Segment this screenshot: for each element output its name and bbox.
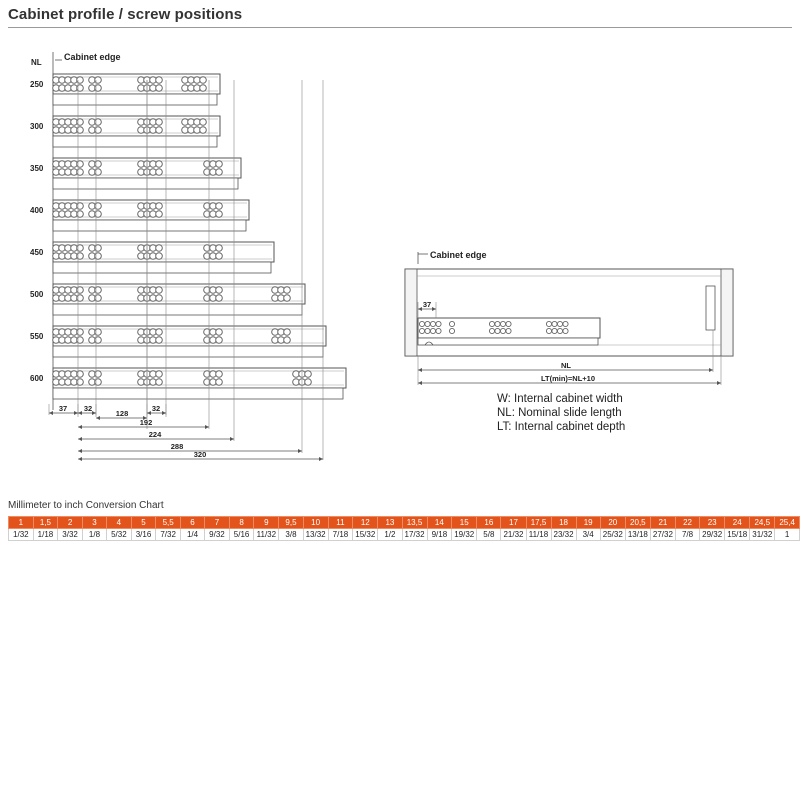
screw-hole [156, 119, 163, 126]
mm-cell: 22 [675, 517, 699, 529]
screw-hole [95, 287, 102, 294]
mm-cell: 15 [452, 517, 477, 529]
screw-hole [77, 119, 84, 126]
mm-cell: 1,5 [33, 517, 58, 529]
inch-cell: 15/18 [725, 529, 750, 541]
dimension-line [78, 442, 302, 453]
screw-hole [506, 321, 511, 326]
mm-cell: 24,5 [750, 517, 775, 529]
dimension-label: 192 [139, 418, 153, 427]
dimension-arrow [418, 381, 422, 385]
screw-hole [95, 161, 102, 168]
screw-hole [506, 328, 511, 333]
screw-hole [284, 295, 291, 302]
screw-hole [95, 211, 102, 218]
mm-cell: 21 [650, 517, 675, 529]
nl-value: 300 [30, 122, 44, 131]
screw-hole [95, 85, 102, 92]
inch-cell: 1/32 [9, 529, 34, 541]
rear-bracket [706, 286, 715, 330]
legend-line: LT: Internal cabinet depth [497, 421, 626, 433]
inch-cell: 7/8 [675, 529, 699, 541]
screw-hole [156, 127, 163, 134]
screw-hole [156, 371, 163, 378]
screw-hole [156, 169, 163, 176]
screw-hole [500, 328, 505, 333]
mm-cell: 9,5 [279, 517, 303, 529]
cabinet-front-panel [405, 269, 417, 356]
screw-hole [216, 295, 223, 302]
screw-hole [563, 321, 568, 326]
screw-hole [489, 321, 494, 326]
screw-hole [216, 379, 223, 386]
inch-cell: 1 [775, 529, 800, 541]
screw-hole [500, 321, 505, 326]
screw-hole [305, 379, 312, 386]
dimension-line [418, 374, 721, 385]
slide-row [30, 368, 346, 399]
slide-profile-stack [30, 52, 346, 461]
inch-cell: 3/16 [131, 529, 156, 541]
mm-cell: 25,4 [775, 517, 800, 529]
nl-value: 450 [30, 248, 44, 257]
screw-hole [557, 328, 562, 333]
mm-cell: 11 [328, 517, 353, 529]
dimension-arrow [230, 437, 234, 441]
screw-hole [156, 161, 163, 168]
page-title: Cabinet profile / screw positions [8, 6, 243, 23]
inch-cell: 25/32 [600, 529, 625, 541]
inch-cell: 19/32 [452, 529, 477, 541]
screw-hole [546, 321, 551, 326]
dimension-arrow [418, 368, 422, 372]
inch-cell: 5/8 [477, 529, 501, 541]
screw-hole [425, 328, 430, 333]
dimension-arrow [78, 411, 82, 415]
dimension-arrow [49, 411, 53, 415]
screw-hole [77, 245, 84, 252]
dimension-arrow [92, 411, 96, 415]
screw-hole [216, 253, 223, 260]
inch-cell: 9/32 [205, 529, 230, 541]
legend-line: W: Internal cabinet width [497, 393, 623, 405]
screw-hole [200, 127, 207, 134]
inch-cell: 11/32 [254, 529, 279, 541]
mm-cell: 18 [551, 517, 576, 529]
dimension-label: 128 [115, 409, 129, 418]
nl-value: 250 [30, 80, 44, 89]
screw-hole [419, 321, 424, 326]
mm-cell: 1 [9, 517, 34, 529]
screw-hole [77, 295, 84, 302]
screw-hole [156, 379, 163, 386]
screw-hole [489, 328, 494, 333]
screw-hole [200, 85, 207, 92]
screw-hole [216, 287, 223, 294]
millimeter-row [9, 517, 800, 529]
screw-hole [495, 328, 500, 333]
mm-cell: 4 [107, 517, 132, 529]
cabinet-edge-label-right: Cabinet edge [430, 250, 487, 260]
slide-row [30, 242, 274, 273]
legend-line: NL: Nominal slide length [497, 407, 622, 419]
dimension-label: 320 [193, 450, 207, 459]
dimension-label: 288 [170, 442, 184, 451]
mm-cell: 24 [725, 517, 750, 529]
inch-cell: 7/18 [328, 529, 353, 541]
dimension-arrow [147, 411, 151, 415]
inch-cell: 17/32 [402, 529, 427, 541]
cabinet-edge-label: Cabinet edge [64, 52, 121, 62]
screw-hole [216, 337, 223, 344]
slide-row [30, 326, 326, 357]
screw-hole [546, 328, 551, 333]
dimension-arrow [78, 457, 82, 461]
dimension-arrow [96, 416, 100, 420]
dimension-label: 37 [422, 300, 432, 309]
screw-hole [430, 328, 435, 333]
dimension-arrow [717, 381, 721, 385]
screw-hole [77, 379, 84, 386]
screw-hole [305, 371, 312, 378]
mm-cell: 23 [700, 517, 725, 529]
screw-hole [156, 295, 163, 302]
nl-value: 350 [30, 164, 44, 173]
inch-cell: 3/4 [576, 529, 600, 541]
mm-cell: 5,5 [156, 517, 181, 529]
screw-hole [200, 77, 207, 84]
slide-rail-lower [53, 94, 217, 105]
screw-hole [449, 328, 454, 333]
cabinet-side-view [405, 250, 733, 433]
slide-row [30, 74, 220, 105]
mm-cell: 20,5 [625, 517, 650, 529]
side-slide-rail-lower [418, 338, 598, 345]
nl-column-header: NL [31, 58, 42, 67]
inch-cell: 1/2 [378, 529, 402, 541]
nl-value: 600 [30, 374, 44, 383]
screw-hole [77, 287, 84, 294]
screw-hole [156, 203, 163, 210]
slide-row [30, 284, 305, 315]
slide-rail-lower [53, 262, 271, 273]
screw-hole [552, 321, 557, 326]
mm-cell: 10 [303, 517, 328, 529]
inch-cell: 31/32 [750, 529, 775, 541]
conversion-chart-caption: Millimeter to inch Conversion Chart [8, 500, 164, 511]
inch-cell: 1/18 [33, 529, 58, 541]
screw-hole [77, 337, 84, 344]
screw-hole [156, 77, 163, 84]
screw-hole [95, 379, 102, 386]
screw-hole [77, 371, 84, 378]
dimension-label: LT(min)=NL+10 [540, 374, 596, 383]
mm-cell: 13 [378, 517, 402, 529]
inch-cell: 3/8 [279, 529, 303, 541]
slide-row [30, 116, 220, 147]
inch-cell: 7/32 [156, 529, 181, 541]
slide-rail-lower [53, 136, 217, 147]
screw-hole [77, 203, 84, 210]
inch-cell: 27/32 [650, 529, 675, 541]
inch-cell: 5/32 [107, 529, 132, 541]
inch-cell: 3/32 [58, 529, 83, 541]
screw-hole [77, 77, 84, 84]
inch-cell: 1/8 [82, 529, 106, 541]
slide-rail-lower [53, 220, 246, 231]
slide-rail-lower [53, 178, 238, 189]
screw-hole [95, 77, 102, 84]
nl-value: 550 [30, 332, 44, 341]
screw-hole [95, 119, 102, 126]
screw-hole [284, 337, 291, 344]
dimension-line [418, 361, 713, 372]
slide-rail-lower [53, 346, 323, 357]
dimension-arrow [78, 449, 82, 453]
screw-hole [216, 371, 223, 378]
mm-cell: 5 [131, 517, 156, 529]
dimension-arrow [205, 425, 209, 429]
mm-cell: 17 [501, 517, 526, 529]
slide-row [30, 200, 249, 231]
screw-hole [552, 328, 557, 333]
mm-cell: 7 [205, 517, 230, 529]
screw-hole [156, 85, 163, 92]
screw-hole [557, 321, 562, 326]
screw-hole [156, 337, 163, 344]
mm-cell: 14 [427, 517, 452, 529]
screw-hole [216, 203, 223, 210]
screw-hole [95, 203, 102, 210]
inch-cell: 13/18 [625, 529, 650, 541]
mm-cell: 20 [600, 517, 625, 529]
screw-hole [436, 328, 441, 333]
screw-hole [77, 211, 84, 218]
screw-hole [430, 321, 435, 326]
screw-hole [95, 337, 102, 344]
screw-hole [156, 329, 163, 336]
inch-cell: 13/32 [303, 529, 328, 541]
mm-cell: 17,5 [526, 517, 551, 529]
mm-inch-conversion-table [8, 516, 800, 541]
screw-hole [77, 169, 84, 176]
dimension-label: 32 [151, 404, 161, 413]
mm-cell: 9 [254, 517, 279, 529]
dimension-line [78, 430, 234, 441]
screw-hole [284, 329, 291, 336]
screw-hole [563, 328, 568, 333]
dimension-arrow [709, 368, 713, 372]
screw-hole [156, 287, 163, 294]
dimension-line [147, 404, 166, 415]
mm-cell: 13,5 [402, 517, 427, 529]
mm-cell: 12 [353, 517, 378, 529]
inch-cell: 11/18 [526, 529, 551, 541]
screw-hole [216, 329, 223, 336]
screw-hole [216, 169, 223, 176]
dimension-arrow [74, 411, 78, 415]
inch-cell: 23/32 [551, 529, 576, 541]
screw-hole [77, 127, 84, 134]
mm-cell: 16 [477, 517, 501, 529]
screw-hole [156, 253, 163, 260]
slide-rail-lower [53, 388, 343, 399]
dimension-label: 32 [83, 404, 93, 413]
screw-hole [216, 245, 223, 252]
dimension-line [78, 450, 323, 461]
slide-row [30, 158, 241, 189]
inch-cell: 15/32 [353, 529, 378, 541]
dimension-line [78, 404, 96, 415]
nl-value: 400 [30, 206, 44, 215]
mm-cell: 8 [229, 517, 254, 529]
screw-hole [95, 329, 102, 336]
screw-hole [95, 253, 102, 260]
nl-value: 500 [30, 290, 44, 299]
mm-cell: 3 [82, 517, 106, 529]
inch-cell: 9/18 [427, 529, 452, 541]
mm-cell: 6 [180, 517, 204, 529]
dimension-arrow [78, 425, 82, 429]
screw-hole [77, 253, 84, 260]
dimension-arrow [78, 437, 82, 441]
dimension-label: 37 [58, 404, 68, 413]
screw-hole [156, 211, 163, 218]
screw-hole [425, 321, 430, 326]
dimension-label: NL [561, 361, 571, 370]
screw-hole [95, 371, 102, 378]
screw-hole [77, 161, 84, 168]
screw-hole [200, 119, 207, 126]
inch-cell: 29/32 [700, 529, 725, 541]
screw-hole [156, 245, 163, 252]
screw-hole [436, 321, 441, 326]
screw-hole [216, 161, 223, 168]
screw-hole [95, 169, 102, 176]
screw-hole [449, 321, 454, 326]
screw-hole [284, 287, 291, 294]
screw-hole [95, 245, 102, 252]
dimension-line [78, 418, 209, 429]
screw-hole [77, 85, 84, 92]
inch-cell: 21/32 [501, 529, 526, 541]
screw-hole [216, 211, 223, 218]
screw-hole [95, 127, 102, 134]
cabinet-back-panel [721, 269, 733, 356]
dimension-arrow [162, 411, 166, 415]
screw-hole [77, 329, 84, 336]
inch-cell: 1/4 [180, 529, 204, 541]
screw-hole [95, 295, 102, 302]
screw-hole [495, 321, 500, 326]
screw-hole [419, 328, 424, 333]
dimension-arrow [298, 449, 302, 453]
inch-row [9, 529, 800, 541]
inch-cell: 5/16 [229, 529, 254, 541]
slide-rail-lower [53, 304, 302, 315]
dimension-arrow [319, 457, 323, 461]
mm-cell: 2 [58, 517, 83, 529]
mm-cell: 19 [576, 517, 600, 529]
dimension-label: 224 [148, 430, 162, 439]
